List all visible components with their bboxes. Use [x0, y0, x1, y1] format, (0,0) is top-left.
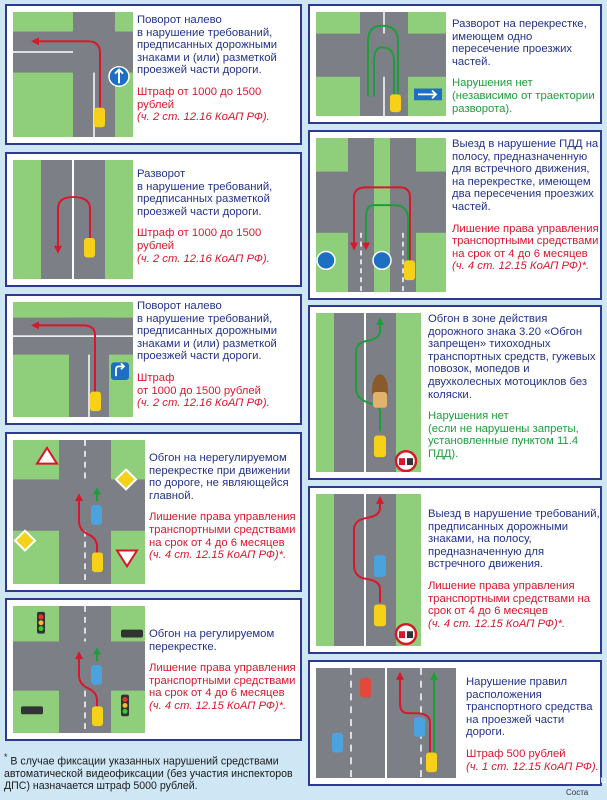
card-text: [428, 313, 600, 461]
card-article: (ч. 2 ст. 12.16 КоАП РФ).: [137, 252, 270, 265]
card-penalty: Лишение права управления транспортными средствами на срок от 4 до 6 месяцев: [428, 579, 591, 618]
card-penalty: Лишение права управления транспортными средствами на срок от 4 до 6 месяцев: [452, 222, 599, 260]
footnote-mark: *: [4, 752, 8, 762]
card-left-turn-1: [5, 4, 302, 145]
card-status: Нарушения нет: [452, 77, 533, 90]
diagram-overtake-unregulated: [13, 440, 145, 584]
credit: Соста: [566, 788, 589, 797]
card-overtake-unregulated: [5, 432, 302, 592]
card-title: Разворот в нарушение требований, предписанных разметкой проезжей части дороги.: [137, 168, 273, 218]
card-text: [137, 14, 297, 124]
card-text: [137, 300, 297, 410]
card-penalty: Штраф от 1000 до 1500 рублей: [137, 85, 262, 111]
card-text: [452, 138, 600, 273]
diagram-vehicle-position: [316, 668, 456, 778]
card-article: (ч. 4 ст. 12.15 КоАП РФ)*.: [149, 699, 287, 712]
card-title: Нарушение правил расположения транспортного средства на проезжей части дороги.: [466, 676, 593, 739]
card-oncoming-signs: [308, 486, 602, 654]
card-text: [466, 676, 600, 773]
card-title: Обгон на нерегулируемом перекрестке при движении по дороге, не являющейся главной.: [149, 452, 291, 502]
card-penalty: Штраф от 1000 до 1500 рублей: [137, 227, 262, 252]
card-title: Разворот на перекрестке, имеющем одно пересечение проезжих частей.: [452, 18, 587, 68]
card-penalty: Штраф от 1000 до 1500 рублей: [137, 371, 261, 397]
card-title: Поворот налево в нарушение требований, предписанных дорожными знаками и (или) разметкой проезжей части дороги.: [137, 14, 278, 77]
card-text: [149, 452, 299, 562]
card-u-turn-marking: [5, 152, 302, 287]
card-text: [428, 508, 600, 630]
card-left-turn-2: [5, 294, 302, 425]
card-article: (ч. 4 ст. 12.15 КоАП РФ)*.: [428, 617, 566, 630]
card-penalty: Лишение права управления транспортными средствами на срок от 4 до 6 месяцев: [149, 662, 296, 700]
card-status: Нарушения нет: [428, 410, 509, 423]
card-title: Выезд в нарушение требований, предписанных дорожными знаками, на полосу, предназначенную для встречного движения.: [428, 508, 600, 571]
card-article: (ч. 2 ст. 12.16 КоАП РФ).: [137, 397, 270, 410]
diagram-u-turn: [13, 160, 133, 279]
footnote: [4, 751, 304, 793]
card-article: (ч. 1 ст. 12.15 КоАП РФ).: [466, 760, 599, 773]
card-title: Обгон в зоне действия дорожного знака 3.20 «Обгон запрещен» тихоходных транспортных средств, гужевых повозок, мопедов и двухколесных мотоциклов без коляски.: [428, 313, 596, 401]
card-vehicle-position: [308, 660, 602, 786]
card-u-turn-intersection: [308, 4, 602, 124]
card-title: Выезд в нарушение ПДД на полосу, предназначенную для встречного движения, на перекрестке, имеющем два пересечения проезжих частей.: [452, 138, 599, 213]
card-text: [137, 168, 297, 265]
logo: mail.ru: [576, 775, 607, 786]
card-text: [452, 18, 600, 115]
diagram-u-turn-intersection: [316, 12, 446, 116]
diagram-left-turn-sign: [13, 302, 133, 417]
card-status-note: (если не нарушены запреты, установленные пунктом 11.4 ПДД).: [428, 422, 579, 460]
diagram-left-turn: [13, 12, 133, 137]
diagram-oncoming-signs: [316, 494, 421, 646]
card-overtake-regulated: [5, 598, 302, 741]
card-penalty: Лишение права управления транспортными средствами на срок от 4 до 6 месяцев: [149, 511, 296, 549]
card-article: (ч. 4 ст. 12.15 КоАП РФ)*.: [149, 549, 287, 562]
card-article: (ч. 4 ст. 12.15 КоАП РФ)*.: [452, 260, 590, 273]
card-overtake-slow-vehicles: [308, 305, 602, 480]
footnote-text: В случае фиксации указанных нарушений средствами автоматической видеофиксации (без участия инспекторов ДПС) назначается штраф 5000 рублей.: [4, 755, 293, 793]
diagram-overtake-slow: [316, 313, 421, 472]
card-title: Обгон на регулируемом перекрестке.: [149, 628, 275, 653]
card-status-note: (независимо от траектории разворота).: [452, 89, 595, 115]
diagram-oncoming-two-crossings: [316, 138, 446, 292]
card-article: (ч. 2 ст. 12.16 КоАП РФ).: [137, 111, 270, 124]
card-oncoming-two-crossings: [308, 130, 602, 300]
card-title: Поворот налево в нарушение требований, предписанных дорожными знаками и (или) разметкой проезжей части дороги.: [137, 300, 278, 363]
diagram-overtake-regulated: [13, 606, 145, 733]
card-text: [149, 628, 299, 713]
card-penalty: Штраф 500 рублей: [466, 747, 566, 760]
